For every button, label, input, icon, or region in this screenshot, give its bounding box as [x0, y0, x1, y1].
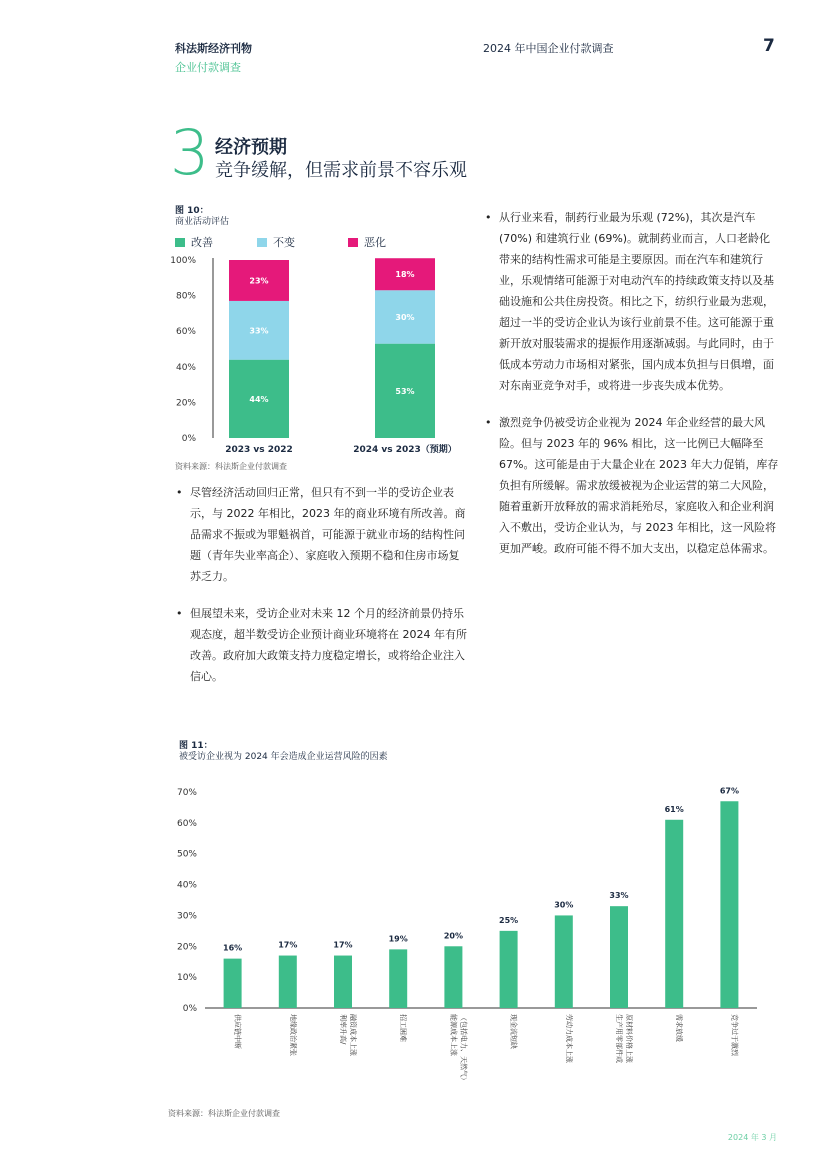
bar-value-label: 30% — [554, 900, 574, 910]
y-tick-label: 50% — [176, 849, 197, 860]
x-category-label: 原材料价格上涨 — [625, 1014, 633, 1063]
figure10-caption: 商业活动评估 — [175, 217, 230, 227]
bar-value-label: 67% — [719, 786, 739, 796]
publisher-name: 科法斯经济刊物 — [175, 42, 252, 55]
bullet-text: 激烈竞争仍被受访企业视为 2024 年企业经营的最大风险。但与 2023 年的 96% 相比，这一比例已大幅降至 67%。这可能是由于大量企业在 2023 年大力促销，库存负担有所缓解。需求放缓被视为企业运营的第二大风险，随着重新开放释放的需求消耗殆尽，家庭收入和企业利润入不敷出，受访企业认为，与 2023 年相比，这一风险将更加严峻。政府可能不得不加大支出，以稳定总体需求。 — [499, 416, 779, 555]
y-tick-label: 10% — [176, 973, 197, 984]
x-category-label: 竞争过于激烈 — [730, 1014, 739, 1056]
publication-subtitle: 企业付款调查 — [175, 61, 241, 74]
y-tick-label: 20% — [176, 942, 197, 953]
bullet-dot: • — [485, 211, 492, 224]
y-tick-label: 0% — [182, 1004, 197, 1014]
figure11-source: 资料来源：科法斯企业付款调查 — [168, 1109, 280, 1118]
bar-value-label: 61% — [664, 804, 684, 814]
bullet-item — [485, 207, 779, 396]
bullet-item — [176, 482, 468, 587]
legend-item-improve — [175, 234, 213, 250]
bar — [665, 820, 683, 1008]
x-category-label: 需求放缓 — [675, 1014, 684, 1042]
y-tick-label: 60% — [176, 818, 197, 829]
x-category-label: 生产用零部件或 — [615, 1014, 623, 1063]
bar — [279, 956, 297, 1008]
x-category-label: 2024 vs 2023（预期） — [353, 445, 457, 455]
figure11-caption: 被受访企业视为 2024 年会造成企业运营风险的因素 — [179, 752, 388, 762]
bar-value-label: 33% — [609, 891, 629, 901]
bullet-dot: • — [176, 486, 183, 499]
bar — [500, 931, 518, 1008]
section-number: 3 — [170, 116, 210, 189]
legend-label-improve: 改善 — [191, 236, 213, 249]
bar-value-label: 53% — [395, 386, 415, 396]
bullet-dot: • — [485, 416, 492, 429]
bar-value-label: 33% — [249, 326, 269, 336]
bar-value-label: 18% — [395, 270, 415, 280]
x-category-label: （包括电力、天然气） — [459, 1014, 468, 1084]
legend-item-unchanged — [257, 234, 295, 250]
x-category-label: 劳动力成本上涨 — [564, 1014, 573, 1063]
bar — [389, 949, 407, 1008]
legend-swatch-unchanged — [257, 238, 267, 247]
y-tick-label: 60% — [175, 327, 196, 338]
y-tick-label: 20% — [175, 398, 196, 409]
y-tick-label: 40% — [175, 362, 196, 373]
bar-value-label: 25% — [499, 915, 519, 925]
legend-label-worsen: 恶化 — [364, 236, 386, 249]
bullet-item — [176, 603, 468, 687]
bar — [444, 946, 462, 1008]
report-title: 2024 年中国企业付款调查 — [483, 42, 614, 55]
x-category-label: 2023 vs 2022 — [225, 445, 293, 455]
x-category-label: 现金流短缺 — [509, 1014, 518, 1049]
bar-value-label: 19% — [388, 934, 408, 944]
operating-risk-chart — [165, 775, 765, 1105]
bar-value-label: 23% — [249, 276, 269, 286]
figure10-source: 资料来源：科法斯企业付款调查 — [175, 462, 287, 471]
bullet-text: 从行业来看，制药行业最为乐观 (72%)，其次是汽车 (70%) 和建筑行业 (69%)。就制药业而言，人口老龄化带来的结构性需求可能是主要原因。而在汽车和建筑行业，乐观情绪可能源于对电动汽车的持续政策支持以及基础设施和公共住房投资。相比之下，纺织行业最为悲观，超过一半的受访企业认为该行业前景不佳。这可能源于重新开放对服装需求的提振作用逐渐减弱。与此同时，由于低成本劳动力市场相对紧张，国内成本负担与日俱增，面对东南亚竞争对手，或将进一步丧失成本优势。 — [499, 211, 774, 392]
y-tick-label: 0% — [181, 434, 196, 444]
bar-value-label: 16% — [223, 943, 243, 953]
figure11-label: 图 11： — [179, 741, 213, 751]
y-tick-label: 80% — [175, 291, 196, 302]
business-activity-chart — [165, 250, 475, 460]
legend-item-worsen — [348, 234, 386, 250]
bullet-dot: • — [176, 607, 183, 620]
legend-swatch-improve — [175, 238, 185, 247]
bar-value-label: 17% — [333, 940, 353, 950]
legend-swatch-worsen — [348, 238, 358, 247]
bar-value-label: 20% — [443, 931, 463, 941]
right-bullet-list — [485, 207, 779, 575]
bar — [334, 956, 352, 1008]
bar — [555, 915, 573, 1008]
x-category-label: 地缘政治紧张 — [288, 1014, 297, 1056]
bullet-item — [485, 412, 779, 559]
bar-value-label: 17% — [278, 940, 298, 950]
bar — [610, 906, 628, 1008]
y-tick-label: 70% — [176, 788, 197, 798]
bar — [224, 959, 242, 1008]
page-number: 7 — [763, 36, 775, 56]
bullet-text: 但展望未来，受访企业对未来 12 个月的经济前景仍持乐观态度，超半数受访企业预计商业环境将在 2024 年有所改善。政府加大政策支持力度稳定增长，或将给企业注入信心。 — [190, 607, 467, 683]
y-tick-label: 30% — [176, 911, 197, 922]
figure10-label: 图 10： — [175, 206, 209, 216]
legend-label-unchanged: 不变 — [273, 236, 295, 249]
left-bullet-list — [176, 482, 468, 703]
x-category-label: 利率升高/ — [339, 1014, 347, 1045]
bar-value-label: 44% — [249, 394, 269, 404]
section-subtitle: 竞争缓解，但需求前景不容乐观 — [215, 160, 467, 181]
y-tick-label: 100% — [170, 256, 196, 266]
footer-date: 2024 年 3 月 — [727, 1133, 777, 1142]
x-category-label: 招工困难 — [399, 1014, 408, 1042]
x-category-label: 融资成本上涨 — [349, 1014, 357, 1056]
bullet-text: 尽管经济活动回归正常，但只有不到一半的受访企业表示，与 2022 年相比，2023 年的商业环境有所改善。商品需求不振或为罪魁祸首，可能源于就业市场的结构性问题（青年失业率高企）、家庭收入预期不稳和住房市场复苏乏力。 — [190, 486, 466, 583]
x-category-label: 能源成本上涨 — [449, 1014, 458, 1056]
bar-value-label: 30% — [395, 312, 415, 322]
bar — [720, 801, 738, 1008]
x-category-label: 供应链中断 — [233, 1014, 242, 1049]
y-tick-label: 40% — [176, 880, 197, 891]
section-title: 经济预期 — [215, 137, 287, 158]
